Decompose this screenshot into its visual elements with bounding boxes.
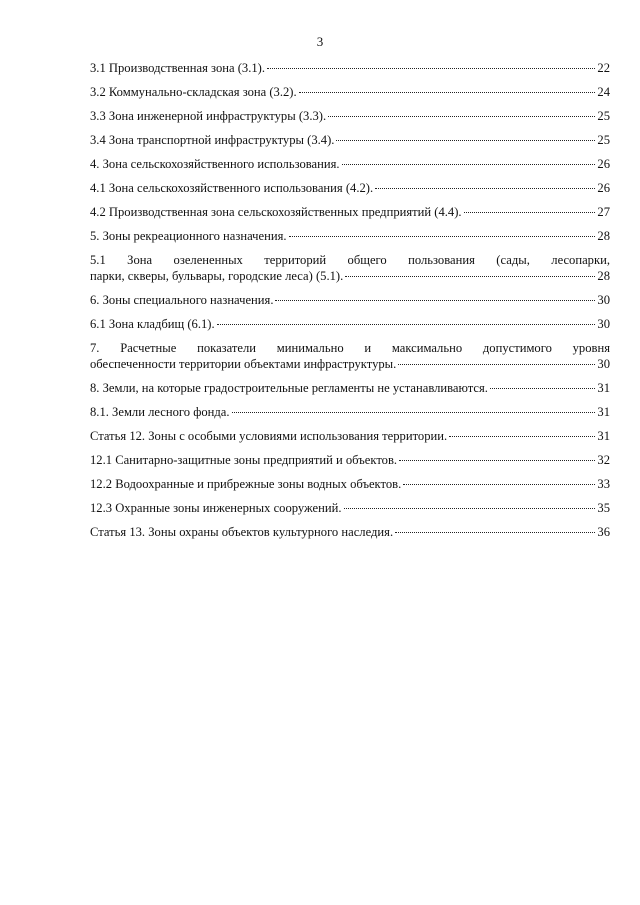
table-of-contents bbox=[90, 60, 610, 548]
toc-entry bbox=[90, 524, 610, 540]
dot-leader bbox=[395, 532, 595, 533]
toc-entry-title: 3.3 Зона инженерной инфраструктуры (3.3). bbox=[90, 109, 327, 123]
toc-entry-title: 6.1 Зона кладбищ (6.1). bbox=[90, 317, 215, 331]
dot-leader bbox=[375, 188, 595, 189]
dot-leader bbox=[344, 508, 596, 509]
toc-entry-page: 31 bbox=[597, 381, 610, 395]
toc-entry-title: 6. Зоны специального назначения. bbox=[90, 293, 274, 307]
dot-leader bbox=[299, 92, 596, 93]
dot-leader bbox=[399, 460, 595, 461]
toc-entry-title: 4.1 Зона сельскохозяйственного использования (4.2). bbox=[90, 181, 374, 195]
dot-leader bbox=[490, 388, 595, 389]
toc-entry-title: 12.2 Водоохранные и прибрежные зоны водных объектов. bbox=[90, 477, 402, 491]
toc-entry-page: 25 bbox=[597, 109, 610, 123]
dot-leader bbox=[336, 140, 595, 141]
toc-entry-title-line1: 7. Расчетные показатели минимально и максимально допустимого уровня bbox=[90, 341, 610, 355]
toc-entry-page: 30 bbox=[597, 293, 610, 307]
toc-entry-title-line2: парки, скверы, бульвары, городские леса) (5.1). bbox=[90, 269, 344, 283]
toc-entry bbox=[90, 316, 610, 332]
toc-entry-page: 28 bbox=[597, 229, 610, 243]
dot-leader bbox=[345, 276, 595, 277]
toc-entry-page: 31 bbox=[597, 429, 610, 443]
toc-entry-title: 5. Зоны рекреационного назначения. bbox=[90, 229, 287, 243]
toc-entry-title: 8. Земли, на которые градостроительные регламенты не устанавливаются. bbox=[90, 381, 488, 395]
toc-entry-page: 28 bbox=[597, 269, 610, 283]
dot-leader bbox=[464, 212, 596, 213]
dot-leader bbox=[403, 484, 595, 485]
toc-entry bbox=[90, 500, 610, 516]
dot-leader bbox=[232, 412, 596, 413]
toc-entry-page: 31 bbox=[597, 405, 610, 419]
toc-entry-page: 26 bbox=[597, 157, 610, 171]
toc-entry-title: Статья 12. Зоны с особыми условиями использования территории. bbox=[90, 429, 448, 443]
toc-entry-title: 4.2 Производственная зона сельскохозяйственных предприятий (4.4). bbox=[90, 205, 462, 219]
toc-entry-page: 27 bbox=[597, 205, 610, 219]
toc-entry-page: 22 bbox=[597, 61, 610, 75]
toc-entry bbox=[90, 180, 610, 196]
toc-entry-title: 12.3 Охранные зоны инженерных сооружений. bbox=[90, 501, 342, 515]
toc-entry bbox=[90, 60, 610, 76]
toc-entry-title: 3.4 Зона транспортной инфраструктуры (3.4). bbox=[90, 133, 335, 147]
toc-entry-title: 8.1. Земли лесного фонда. bbox=[90, 405, 230, 419]
toc-entry bbox=[90, 204, 610, 220]
toc-entry-title-line2: обеспеченности территории объектами инфраструктуры. bbox=[90, 357, 397, 371]
dot-leader bbox=[328, 116, 595, 117]
toc-entry-page: 33 bbox=[597, 477, 610, 491]
dot-leader bbox=[289, 236, 596, 237]
dot-leader bbox=[217, 324, 596, 325]
dot-leader bbox=[275, 300, 595, 301]
toc-entry-title: 3.1 Производственная зона (3.1). bbox=[90, 61, 266, 75]
toc-entry-title: Статья 13. Зоны охраны объектов культурного наследия. bbox=[90, 525, 394, 539]
toc-entry bbox=[90, 84, 610, 100]
toc-entry bbox=[90, 340, 610, 372]
dot-leader bbox=[449, 436, 595, 437]
toc-entry-title-line1: 5.1 Зона озелененных территорий общего пользования (сады, лесопарки, bbox=[90, 253, 610, 267]
toc-entry bbox=[90, 252, 610, 284]
toc-entry bbox=[90, 428, 610, 444]
toc-entry bbox=[90, 404, 610, 420]
dot-leader bbox=[267, 68, 595, 69]
toc-entry-page: 30 bbox=[597, 357, 610, 371]
toc-entry bbox=[90, 228, 610, 244]
toc-entry bbox=[90, 132, 610, 148]
toc-entry-page: 35 bbox=[597, 501, 610, 515]
toc-entry bbox=[90, 292, 610, 308]
toc-entry-title: 4. Зона сельскохозяйственного использования. bbox=[90, 157, 340, 171]
toc-entry-title: 12.1 Санитарно-защитные зоны предприятий и объектов. bbox=[90, 453, 398, 467]
toc-entry-page: 26 bbox=[597, 181, 610, 195]
toc-entry-page: 36 bbox=[597, 525, 610, 539]
toc-entry bbox=[90, 108, 610, 124]
dot-leader bbox=[398, 364, 595, 365]
page-number: 3 bbox=[316, 34, 324, 49]
toc-entry-title: 3.2 Коммунально-складская зона (3.2). bbox=[90, 85, 297, 99]
toc-entry-page: 25 bbox=[597, 133, 610, 147]
toc-entry bbox=[90, 156, 610, 172]
toc-entry bbox=[90, 452, 610, 468]
toc-entry bbox=[90, 476, 610, 492]
dot-leader bbox=[342, 164, 596, 165]
toc-entry-page: 32 bbox=[597, 453, 610, 467]
toc-entry-page: 24 bbox=[597, 85, 610, 99]
toc-entry-page: 30 bbox=[597, 317, 610, 331]
toc-entry bbox=[90, 380, 610, 396]
